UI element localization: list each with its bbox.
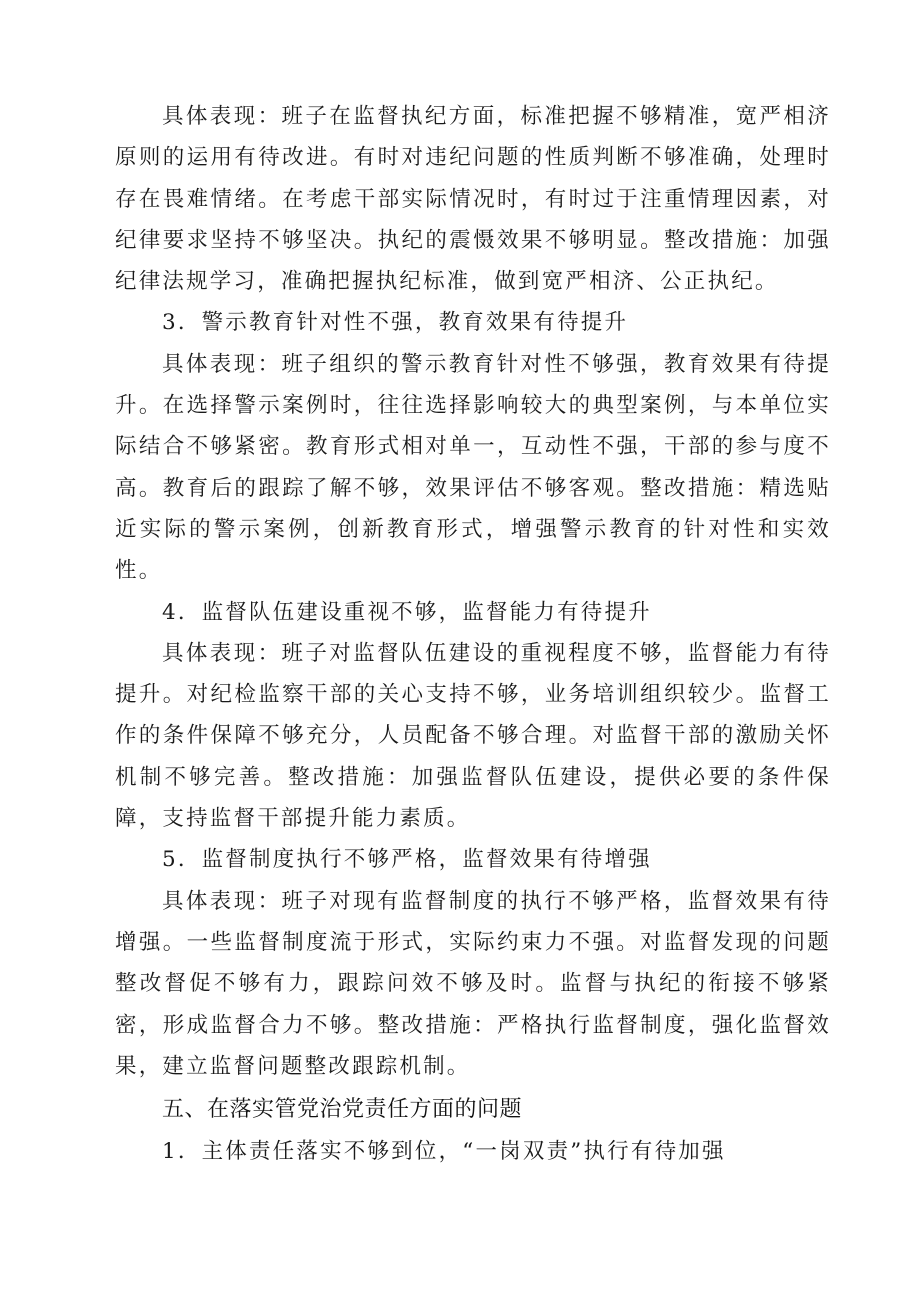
section-title-5: 五、在落实管党治党责任方面的问题 [162, 1097, 523, 1123]
paragraph-supervision-system: 具体表现：班子对现有监督制度的执行不够严格，监督效果有待增强。一些监督制度流于形式，实际约束力不强。对监督发现的问题整改督促不够有力，跟踪问效不够及时。监督与执纪的衔接不够紧密，形成监督合力不够。整改措施：严格执行监督制度，强化监督效果，建立监督问题整改跟踪机制。 [115, 888, 831, 1079]
item-heading-1: 1．主体责任落实不够到位，“一岗双责”执行有待加强 [162, 1139, 726, 1165]
item-heading-4: 4．监督队伍建设重视不够，监督能力有待提升 [162, 599, 652, 625]
paragraph-discipline-enforcement: 具体表现：班子在监督执纪方面，标准把握不够精准，宽严相济原则的运用有待改进。有时对违纪问题的性质判断不够准确，处理时存在畏难情绪。在考虑干部实际情况时，有时过于注重情理因素，对纪律要求坚持不够坚决。执纪的震慑效果不够明显。整改措施：加强纪律法规学习，准确把握执纪标准，做到宽严相济、公正执纪。 [115, 104, 831, 295]
paragraph-warning-education: 具体表现：班子组织的警示教育针对性不够强，教育效果有待提升。在选择警示案例时，往往选择影响较大的典型案例，与本单位实际结合不够紧密。教育形式相对单一，互动性不强，干部的参与度不高。教育后的跟踪了解不够，效果评估不够客观。整改措施：精选贴近实际的警示案例，创新教育形式，增强警示教育的针对性和实效性。 [115, 351, 831, 584]
paragraph-supervision-team: 具体表现：班子对监督队伍建设的重视程度不够，监督能力有待提升。对纪检监察干部的关心支持不够，业务培训组织较少。监督工作的条件保障不够充分，人员配备不够合理。对监督干部的激励关怀机制不够完善。整改措施：加强监督队伍建设，提供必要的条件保障，支持监督干部提升能力素质。 [115, 640, 831, 832]
document-body [115, 96, 831, 1172]
item-heading-5: 5．监督制度执行不够严格，监督效果有待增强 [162, 847, 652, 873]
item-heading-3: 3．警示教育针对性不强，教育效果有待提升 [162, 310, 629, 336]
